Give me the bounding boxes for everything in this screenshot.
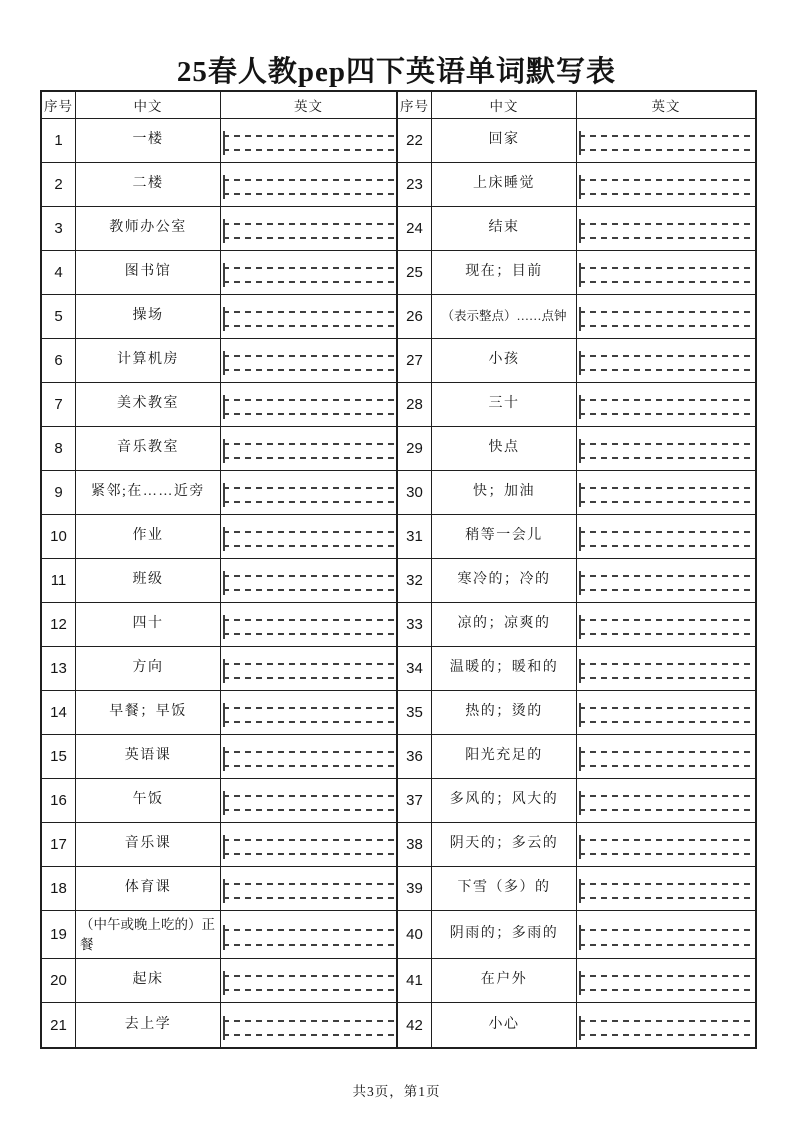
- chinese-word: 三十: [432, 383, 577, 427]
- english-answer-blank: [221, 867, 398, 911]
- answer-dashed-line: [223, 809, 394, 811]
- english-answer-blank: [221, 427, 398, 471]
- row-number: 32: [398, 559, 432, 603]
- word-table: [40, 90, 757, 1049]
- answer-dashed-line: [579, 944, 753, 946]
- answer-dashed-line: [223, 369, 394, 371]
- english-answer-blank: [221, 911, 398, 959]
- english-answer-blank: [221, 559, 398, 603]
- row-number: 28: [398, 383, 432, 427]
- answer-dashed-line: [223, 443, 394, 445]
- chinese-word: 英语课: [76, 735, 221, 779]
- answer-dashed-line: [223, 457, 394, 459]
- chinese-word: 四十: [76, 603, 221, 647]
- answer-dashed-line: [579, 1020, 753, 1022]
- answer-dashed-line: [223, 149, 394, 151]
- answer-dashed-line: [579, 751, 753, 753]
- chinese-word: 热的；烫的: [432, 691, 577, 735]
- answer-line-tick: [223, 835, 225, 859]
- header-english-left: 英文: [221, 92, 398, 119]
- answer-line-tick: [223, 703, 225, 727]
- answer-dashed-line: [579, 721, 753, 723]
- answer-line-tick: [579, 971, 581, 995]
- english-answer-blank: [221, 339, 398, 383]
- answer-dashed-line: [223, 135, 394, 137]
- answer-dashed-line: [223, 237, 394, 239]
- english-answer-blank: [221, 383, 398, 427]
- answer-dashed-line: [579, 399, 753, 401]
- answer-dashed-line: [223, 179, 394, 181]
- english-answer-blank: [221, 735, 398, 779]
- chinese-word: 稍等一会儿: [432, 515, 577, 559]
- answer-dashed-line: [223, 751, 394, 753]
- english-answer-blank: [577, 691, 755, 735]
- answer-dashed-line: [223, 839, 394, 841]
- chinese-word: 在户外: [432, 959, 577, 1003]
- answer-dashed-line: [223, 545, 394, 547]
- answer-line-tick: [579, 703, 581, 727]
- answer-dashed-line: [223, 267, 394, 269]
- english-answer-blank: [577, 383, 755, 427]
- row-number: 35: [398, 691, 432, 735]
- answer-line-tick: [579, 791, 581, 815]
- english-answer-blank: [221, 251, 398, 295]
- row-number: 4: [42, 251, 76, 295]
- chinese-word: 凉的；凉爽的: [432, 603, 577, 647]
- answer-dashed-line: [579, 989, 753, 991]
- answer-line-tick: [579, 483, 581, 507]
- english-answer-blank: [221, 207, 398, 251]
- english-answer-blank: [221, 295, 398, 339]
- row-number: 6: [42, 339, 76, 383]
- chinese-word: 早餐；早饭: [76, 691, 221, 735]
- answer-dashed-line: [579, 545, 753, 547]
- answer-line-tick: [223, 659, 225, 683]
- chinese-word: 小心: [432, 1003, 577, 1047]
- english-answer-blank: [577, 779, 755, 823]
- chinese-word: 寒冷的；冷的: [432, 559, 577, 603]
- english-answer-blank: [221, 691, 398, 735]
- row-number: 18: [42, 867, 76, 911]
- answer-dashed-line: [223, 663, 394, 665]
- answer-dashed-line: [223, 223, 394, 225]
- answer-line-tick: [579, 527, 581, 551]
- answer-dashed-line: [579, 325, 753, 327]
- answer-line-tick: [579, 395, 581, 419]
- row-number: 26: [398, 295, 432, 339]
- english-answer-blank: [577, 559, 755, 603]
- answer-dashed-line: [579, 443, 753, 445]
- row-number: 22: [398, 119, 432, 163]
- english-answer-blank: [577, 1003, 755, 1047]
- chinese-word: 快点: [432, 427, 577, 471]
- english-answer-blank: [221, 163, 398, 207]
- answer-dashed-line: [579, 149, 753, 151]
- answer-dashed-line: [223, 487, 394, 489]
- row-number: 40: [398, 911, 432, 959]
- answer-dashed-line: [223, 619, 394, 621]
- answer-dashed-line: [223, 501, 394, 503]
- row-number: 31: [398, 515, 432, 559]
- answer-dashed-line: [223, 311, 394, 313]
- answer-dashed-line: [223, 795, 394, 797]
- answer-line-tick: [579, 351, 581, 375]
- answer-dashed-line: [223, 281, 394, 283]
- chinese-word: 午饭: [76, 779, 221, 823]
- row-number: 34: [398, 647, 432, 691]
- header-chinese-right: 中文: [432, 92, 577, 119]
- chinese-word: 紧邻;在……近旁: [76, 471, 221, 515]
- row-number: 24: [398, 207, 432, 251]
- answer-line-tick: [579, 835, 581, 859]
- chinese-word: 计算机房: [76, 339, 221, 383]
- row-number: 13: [42, 647, 76, 691]
- answer-dashed-line: [223, 853, 394, 855]
- row-number: 11: [42, 559, 76, 603]
- answer-dashed-line: [223, 413, 394, 415]
- row-number: 27: [398, 339, 432, 383]
- answer-dashed-line: [579, 223, 753, 225]
- answer-dashed-line: [579, 575, 753, 577]
- row-number: 7: [42, 383, 76, 427]
- answer-dashed-line: [579, 501, 753, 503]
- answer-line-tick: [579, 219, 581, 243]
- answer-dashed-line: [223, 944, 394, 946]
- answer-line-tick: [223, 791, 225, 815]
- english-answer-blank: [221, 471, 398, 515]
- chinese-word: 回家: [432, 119, 577, 163]
- chinese-word: （表示整点）……点钟: [432, 295, 577, 339]
- answer-dashed-line: [579, 663, 753, 665]
- answer-line-tick: [223, 307, 225, 331]
- chinese-word: 上床睡觉: [432, 163, 577, 207]
- chinese-word: 阴雨的；多雨的: [432, 911, 577, 959]
- english-answer-blank: [577, 603, 755, 647]
- chinese-word: 快；加油: [432, 471, 577, 515]
- answer-line-tick: [579, 175, 581, 199]
- chinese-word: 一楼: [76, 119, 221, 163]
- answer-dashed-line: [579, 413, 753, 415]
- answer-line-tick: [579, 263, 581, 287]
- answer-dashed-line: [223, 1034, 394, 1036]
- row-number: 15: [42, 735, 76, 779]
- chinese-word: 方向: [76, 647, 221, 691]
- english-answer-blank: [577, 823, 755, 867]
- header-chinese-left: 中文: [76, 92, 221, 119]
- answer-line-tick: [223, 615, 225, 639]
- header-number-left: 序号: [42, 92, 76, 119]
- answer-dashed-line: [579, 237, 753, 239]
- row-number: 38: [398, 823, 432, 867]
- english-answer-blank: [221, 823, 398, 867]
- answer-line-tick: [223, 747, 225, 771]
- answer-dashed-line: [223, 633, 394, 635]
- answer-dashed-line: [579, 677, 753, 679]
- row-number: 41: [398, 959, 432, 1003]
- answer-dashed-line: [579, 135, 753, 137]
- row-number: 3: [42, 207, 76, 251]
- answer-dashed-line: [223, 883, 394, 885]
- chinese-word: 作业: [76, 515, 221, 559]
- row-number: 1: [42, 119, 76, 163]
- answer-dashed-line: [579, 619, 753, 621]
- chinese-word: 小孩: [432, 339, 577, 383]
- answer-dashed-line: [223, 399, 394, 401]
- row-number: 19: [42, 911, 76, 959]
- row-number: 8: [42, 427, 76, 471]
- answer-dashed-line: [223, 929, 394, 931]
- english-answer-blank: [221, 119, 398, 163]
- answer-dashed-line: [579, 369, 753, 371]
- chinese-word: 音乐课: [76, 823, 221, 867]
- chinese-word: 图书馆: [76, 251, 221, 295]
- answer-line-tick: [223, 439, 225, 463]
- answer-dashed-line: [579, 1034, 753, 1036]
- answer-dashed-line: [223, 989, 394, 991]
- english-answer-blank: [221, 779, 398, 823]
- answer-line-tick: [579, 925, 581, 950]
- answer-line-tick: [223, 879, 225, 903]
- english-answer-blank: [577, 959, 755, 1003]
- row-number: 5: [42, 295, 76, 339]
- answer-dashed-line: [223, 765, 394, 767]
- row-number: 16: [42, 779, 76, 823]
- row-number: 37: [398, 779, 432, 823]
- english-answer-blank: [577, 867, 755, 911]
- chinese-word: 下雪（多）的: [432, 867, 577, 911]
- answer-line-tick: [579, 439, 581, 463]
- answer-dashed-line: [223, 575, 394, 577]
- row-number: 2: [42, 163, 76, 207]
- answer-line-tick: [223, 925, 225, 950]
- answer-dashed-line: [579, 311, 753, 313]
- english-answer-blank: [221, 647, 398, 691]
- answer-line-tick: [223, 175, 225, 199]
- answer-line-tick: [223, 571, 225, 595]
- chinese-word: 音乐教室: [76, 427, 221, 471]
- answer-dashed-line: [579, 765, 753, 767]
- english-answer-blank: [577, 295, 755, 339]
- english-answer-blank: [577, 647, 755, 691]
- chinese-word: 教师办公室: [76, 207, 221, 251]
- english-answer-blank: [577, 427, 755, 471]
- row-number: 17: [42, 823, 76, 867]
- english-answer-blank: [221, 1003, 398, 1047]
- chinese-word: 操场: [76, 295, 221, 339]
- answer-dashed-line: [223, 897, 394, 899]
- answer-dashed-line: [579, 281, 753, 283]
- answer-dashed-line: [579, 809, 753, 811]
- answer-line-tick: [223, 351, 225, 375]
- answer-line-tick: [579, 747, 581, 771]
- answer-dashed-line: [223, 721, 394, 723]
- answer-line-tick: [579, 879, 581, 903]
- chinese-word: （中午或晚上吃的）正餐: [76, 911, 221, 959]
- chinese-word: 体育课: [76, 867, 221, 911]
- row-number: 30: [398, 471, 432, 515]
- row-number: 29: [398, 427, 432, 471]
- answer-dashed-line: [579, 897, 753, 899]
- chinese-word: 阴天的；多云的: [432, 823, 577, 867]
- row-number: 42: [398, 1003, 432, 1047]
- english-answer-blank: [577, 251, 755, 295]
- chinese-word: 美术教室: [76, 383, 221, 427]
- answer-dashed-line: [579, 531, 753, 533]
- chinese-word: 现在；目前: [432, 251, 577, 295]
- answer-dashed-line: [223, 355, 394, 357]
- answer-dashed-line: [223, 975, 394, 977]
- chinese-word: 多风的；风大的: [432, 779, 577, 823]
- english-answer-blank: [577, 515, 755, 559]
- answer-dashed-line: [579, 193, 753, 195]
- row-number: 36: [398, 735, 432, 779]
- english-answer-blank: [577, 163, 755, 207]
- answer-line-tick: [223, 483, 225, 507]
- answer-line-tick: [579, 1016, 581, 1040]
- row-number: 21: [42, 1003, 76, 1047]
- row-number: 12: [42, 603, 76, 647]
- answer-dashed-line: [579, 457, 753, 459]
- answer-dashed-line: [579, 267, 753, 269]
- answer-line-tick: [223, 527, 225, 551]
- answer-line-tick: [579, 659, 581, 683]
- english-answer-blank: [221, 515, 398, 559]
- answer-dashed-line: [579, 707, 753, 709]
- chinese-word: 二楼: [76, 163, 221, 207]
- row-number: 39: [398, 867, 432, 911]
- row-number: 9: [42, 471, 76, 515]
- answer-dashed-line: [579, 975, 753, 977]
- answer-dashed-line: [223, 589, 394, 591]
- answer-line-tick: [223, 263, 225, 287]
- chinese-word: 班级: [76, 559, 221, 603]
- row-number: 33: [398, 603, 432, 647]
- answer-dashed-line: [579, 839, 753, 841]
- answer-dashed-line: [579, 633, 753, 635]
- answer-dashed-line: [223, 1020, 394, 1022]
- row-number: 14: [42, 691, 76, 735]
- answer-dashed-line: [579, 883, 753, 885]
- answer-dashed-line: [223, 325, 394, 327]
- answer-dashed-line: [223, 677, 394, 679]
- english-answer-blank: [577, 471, 755, 515]
- answer-line-tick: [579, 615, 581, 639]
- answer-dashed-line: [579, 589, 753, 591]
- answer-line-tick: [223, 131, 225, 155]
- answer-dashed-line: [579, 487, 753, 489]
- chinese-word: 去上学: [76, 1003, 221, 1047]
- english-answer-blank: [577, 207, 755, 251]
- english-answer-blank: [221, 959, 398, 1003]
- page-title: 25春人教pep四下英语单词默写表: [176, 56, 617, 89]
- row-number: 25: [398, 251, 432, 295]
- english-answer-blank: [577, 735, 755, 779]
- answer-dashed-line: [579, 179, 753, 181]
- english-answer-blank: [221, 603, 398, 647]
- chinese-word: 温暖的；暖和的: [432, 647, 577, 691]
- header-number-right: 序号: [398, 92, 432, 119]
- answer-line-tick: [579, 571, 581, 595]
- answer-dashed-line: [579, 853, 753, 855]
- answer-dashed-line: [223, 531, 394, 533]
- page-footer: 共3页，第1页: [352, 1084, 441, 1099]
- english-answer-blank: [577, 119, 755, 163]
- english-answer-blank: [577, 911, 755, 959]
- answer-line-tick: [579, 131, 581, 155]
- row-number: 10: [42, 515, 76, 559]
- answer-line-tick: [223, 219, 225, 243]
- header-english-right: 英文: [577, 92, 755, 119]
- chinese-word: 起床: [76, 959, 221, 1003]
- answer-dashed-line: [223, 707, 394, 709]
- answer-dashed-line: [579, 795, 753, 797]
- english-answer-blank: [577, 339, 755, 383]
- answer-dashed-line: [223, 193, 394, 195]
- answer-line-tick: [579, 307, 581, 331]
- answer-line-tick: [223, 1016, 225, 1040]
- answer-line-tick: [223, 971, 225, 995]
- answer-dashed-line: [579, 929, 753, 931]
- answer-line-tick: [223, 395, 225, 419]
- chinese-word: 阳光充足的: [432, 735, 577, 779]
- answer-dashed-line: [579, 355, 753, 357]
- chinese-word: 结束: [432, 207, 577, 251]
- row-number: 23: [398, 163, 432, 207]
- row-number: 20: [42, 959, 76, 1003]
